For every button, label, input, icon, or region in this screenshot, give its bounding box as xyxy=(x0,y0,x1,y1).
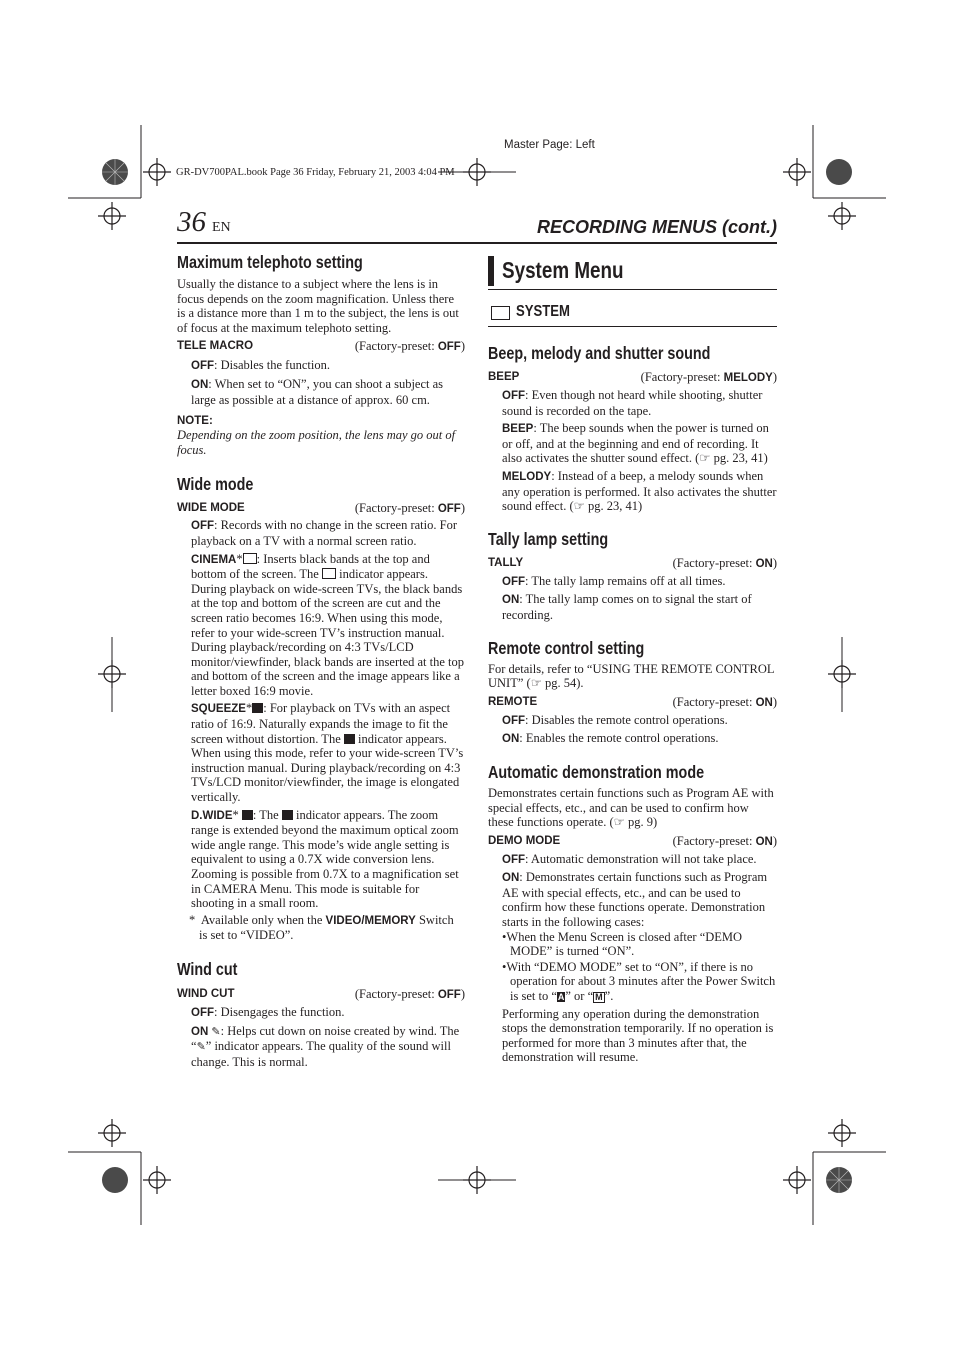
wide-squeeze-option: SQUEEZE* : For playback on TVs with an aspect ratio of 16:9. Naturally expands the image to fit the screen without distortion. The indicator appears. When using this mode, refer to your wide-screen TV’s instruction manual. During playback/recording on 4:3 TVs/LCD monitor/viewfinder, the image is elongated vertically. xyxy=(191,701,464,805)
title-bar-marker xyxy=(488,256,494,286)
wind-setting-row xyxy=(177,987,465,1003)
cinema-icon xyxy=(243,553,257,564)
beep-off-option: OFF: Even though not heard while shooting, shutter sound is recorded on the tape. xyxy=(502,388,763,418)
tally-key: TALLY xyxy=(488,556,524,569)
wide-dwide-option: D.WIDE* : The indicator appears. The zoom range is extended beyond the maximum optical zoom wide angle range. This mode’s wide angle setting is equivalent to using a 0.7X wide conversion lens. Zooming is possible from 0.7X to a magnification set in CAMERA Menu. This mode is suitable for shooting in a small room. xyxy=(191,807,459,911)
bullet-dot: • xyxy=(502,929,507,944)
demo-on-option: ON: Demonstrates certain functions such as Program AE with special effects, etc., and can be used to confirm how these functions operate. Demonstration starts in the following cases: xyxy=(502,870,768,930)
system-menu-title: System Menu xyxy=(502,257,624,283)
demo-preset: (Factory-preset: ON) xyxy=(672,833,777,848)
left-column xyxy=(177,252,465,1069)
wind-off-option: OFF: Disengages the function. xyxy=(191,1004,345,1019)
tally-preset: (Factory-preset: ON) xyxy=(672,555,777,570)
beep-melody-option: MELODY: Instead of a beep, a melody sounds when any operation is performed. It also activates the shutter sound effect. (☞ pg. 23, 41) xyxy=(502,468,777,514)
wide-key: WIDE MODE xyxy=(177,502,245,515)
book-info-line: GR-DV700PAL.book Page 36 Friday, February 21, 2003 4:04 PM xyxy=(176,167,455,178)
remote-heading: Remote control setting xyxy=(488,637,645,658)
system-rule xyxy=(488,326,777,327)
system-menu-title-block xyxy=(488,254,777,288)
wide-heading: Wide mode xyxy=(177,474,254,495)
beep-key: BEEP xyxy=(488,371,520,383)
language-code: EN xyxy=(212,220,231,235)
tele-intro: Usually the distance to a subject where the lens is in focus depends on the zoom magnification. Unless there is a distance more than 1 m to the subject, the lens is out of focus at the maximum telephoto setting. xyxy=(177,277,459,335)
manual-mode-icon: M xyxy=(595,992,603,1003)
tele-heading: Maximum telephoto setting xyxy=(177,252,363,272)
wide-setting-row xyxy=(177,501,465,517)
beep-preset: (Factory-preset: MELODY) xyxy=(640,370,777,384)
tele-preset: (Factory-preset: OFF) xyxy=(354,339,465,354)
remote-on-option: ON: Enables the remote control operations. xyxy=(502,731,719,746)
section-title: RECORDING MENUS (cont.) xyxy=(537,217,777,237)
wind-heading: Wind cut xyxy=(177,958,238,979)
demo-setting-row xyxy=(488,834,777,850)
beep-beep-option: BEEP: The beep sounds when the power is turned on or off, and at the beginning and end of recording. It also activates the shutter sound effect. (☞ pg. 23, 41) xyxy=(502,421,769,466)
right-column xyxy=(488,254,777,1065)
wind-cut-indicator-icon: ✎ xyxy=(196,1040,206,1054)
wide-footnote: * Available only when the VIDEO/MEMORY Switch is set to “VIDEO”. xyxy=(189,912,454,943)
wind-cut-icon: ✎ xyxy=(211,1024,221,1038)
wind-on-option: ON ✎: Helps cut down on noise created by wind. The “✎” indicator appears. The quality of the sound will change. This is normal. xyxy=(191,1023,460,1069)
demo-bullet-2: •With “DEMO MODE” set to “ON”, if there is no operation for about 3 minutes after the Power Switch is set to “A” or “ M ”. xyxy=(502,959,776,1004)
page-header xyxy=(177,208,777,244)
demo-outro: Performing any operation during the demonstration stops the demonstration temporarily. If no operation is performed for more than 3 minutes after that, the demonstration will resume. xyxy=(502,1006,774,1065)
bullet-dot: • xyxy=(502,959,507,974)
demo-bullet-1: •When the Menu Screen is closed after “DEMO MODE” is turned “ON”. xyxy=(502,929,743,959)
tally-setting-row xyxy=(488,556,777,572)
system-icon xyxy=(491,306,510,320)
tally-off-option: OFF: The tally lamp remains off at all times. xyxy=(502,573,726,588)
tally-on-option: ON: The tally lamp comes on to signal the start of recording. xyxy=(502,592,752,622)
system-label-row xyxy=(488,302,777,332)
demo-heading: Automatic demonstration mode xyxy=(488,761,705,782)
tele-key: TELE MACRO xyxy=(177,340,254,353)
squeeze-indicator-icon xyxy=(344,734,355,744)
demo-off-option: OFF: Automatic demonstration will not take place. xyxy=(502,851,757,866)
tele-off-option: OFF: Disables the function. xyxy=(191,358,330,373)
tele-on-option: ON: When set to “ON”, you can shoot a subject as large as possible at a distance of approx. 60 cm. xyxy=(191,376,444,407)
title-rule xyxy=(488,289,777,290)
system-label: SYSTEM xyxy=(516,303,570,320)
master-page-label: Master Page: Left xyxy=(504,139,595,151)
remote-off-option: OFF: Disables the remote control operations. xyxy=(502,712,728,727)
remote-setting-row xyxy=(488,695,777,711)
wind-preset: (Factory-preset: OFF) xyxy=(354,986,465,1001)
tele-setting-row xyxy=(177,339,465,355)
note-text: Depending on the zoom position, the lens may go out of focus. xyxy=(177,428,456,457)
remote-intro: For details, refer to “USING THE REMOTE CONTROL UNIT” (☞ pg. 54). xyxy=(488,661,775,691)
wide-preset: (Factory-preset: OFF) xyxy=(354,501,465,516)
remote-key: REMOTE xyxy=(488,695,538,708)
header-rule xyxy=(177,242,777,244)
page-number: 36 xyxy=(177,206,206,238)
demo-intro: Demonstrates certain functions such as Program AE with special effects, etc., and can be used to confirm how these functions operate. (☞ pg. 9) xyxy=(488,785,774,830)
dwide-icon xyxy=(242,810,253,820)
wide-cinema-option: CINEMA* : Inserts black bands at the top and bottom of the screen. The indicator appears. During playback on wide-screen TVs, the black bands at the top and bottom of the screen are cut and the screen ratio becomes 16:9. When using this mode, refer to your wide-screen TV’s instruction manual. During playback/recording on 4:3 TVs/LCD monitor/viewfinder, black bands are inserted at the top and bottom of the screen and the image appears like a letter boxed 16:9 movie. xyxy=(191,551,465,698)
cinema-indicator-icon xyxy=(322,568,336,579)
wind-key: WIND CUT xyxy=(177,987,235,1000)
beep-heading: Beep, melody and shutter sound xyxy=(488,343,711,363)
tally-heading: Tally lamp setting xyxy=(488,528,609,549)
beep-setting-row xyxy=(488,370,777,386)
squeeze-icon xyxy=(252,703,263,713)
remote-preset: (Factory-preset: ON) xyxy=(672,694,777,709)
note-label: NOTE: xyxy=(177,415,213,428)
dwide-indicator-icon xyxy=(282,810,293,820)
demo-key: DEMO MODE xyxy=(488,834,561,847)
auto-mode-icon: A xyxy=(557,992,565,1003)
wide-off-option: OFF: Records with no change in the screen ratio. For playback on a TV with a normal screen ratio. xyxy=(191,518,457,548)
